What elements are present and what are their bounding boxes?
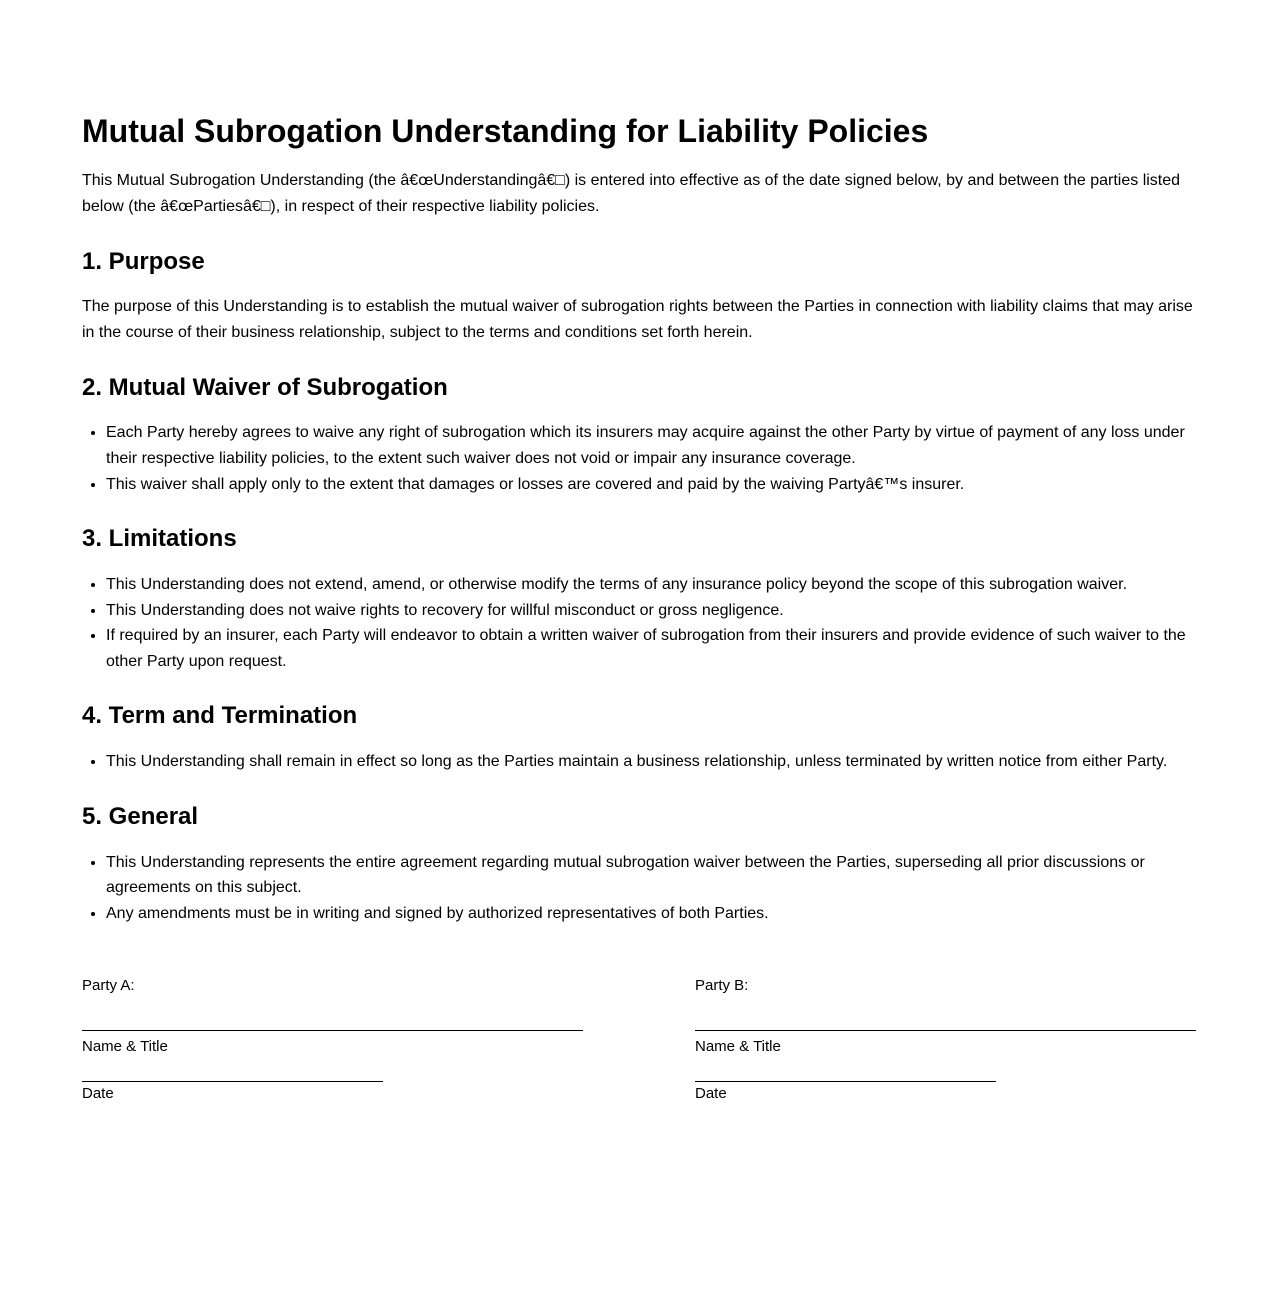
name-title-signature-line xyxy=(695,1030,1196,1031)
signature-block-party-a xyxy=(82,976,583,1104)
section-purpose xyxy=(82,248,1196,346)
party-label: Party B: xyxy=(695,977,749,995)
date-label: Date xyxy=(695,1085,727,1103)
bullet-list xyxy=(82,749,1196,775)
list-item: • Each Party hereby agrees to waive any right of subrogation which its insurers may acquire against the other Party by virtue of payment of any loss under their respective liability policies, to the extent such waiver does not void or impair any insurance coverage. xyxy=(106,420,1196,471)
list-item: • Any amendments must be in writing and signed by authorized representatives of both Parties. xyxy=(106,901,1196,927)
bullet-list xyxy=(82,572,1196,674)
section-limitations xyxy=(82,525,1196,674)
list-item: • This Understanding represents the entire agreement regarding mutual subrogation waiver between the Parties, superseding all prior discussions or agreements on this subject. xyxy=(106,850,1196,901)
signature-area xyxy=(82,976,1196,1104)
list-item: • This Understanding does not waive rights to recovery for willful misconduct or gross negligence. xyxy=(106,598,1196,624)
list-item: • This Understanding shall remain in effect so long as the Parties maintain a business relationship, unless terminated by written notice from either Party. xyxy=(106,749,1196,775)
section-heading: 5. General xyxy=(82,802,199,830)
bullet-list xyxy=(82,850,1196,927)
section-general xyxy=(82,803,1196,927)
party-label: Party A: xyxy=(82,977,135,995)
list-item: • This waiver shall apply only to the extent that damages or losses are covered and paid by the waiving Partyâ€™s insurer. xyxy=(106,472,1196,498)
signature-block-party-b xyxy=(695,976,1196,1104)
date-signature-line xyxy=(695,1081,996,1082)
list-item: • If required by an insurer, each Party will endeavor to obtain a written waiver of subrogation from their insurers and provide evidence of such waiver to the other Party upon request. xyxy=(106,623,1196,674)
section-paragraph: The purpose of this Understanding is to establish the mutual waiver of subrogation rights between the Parties in connection with liability claims that may arise in the course of their business relationship, subject to the terms and conditions set forth herein. xyxy=(82,298,1193,341)
date-label: Date xyxy=(82,1085,114,1103)
section-term-termination xyxy=(82,702,1196,774)
name-title-label: Name & Title xyxy=(82,1037,168,1055)
section-heading: 2. Mutual Waiver of Subrogation xyxy=(82,373,448,401)
bullet-list xyxy=(82,420,1196,497)
list-item: • This Understanding does not extend, amend, or otherwise modify the terms of any insurance policy beyond the scope of this subrogation waiver. xyxy=(106,572,1196,598)
name-title-label: Name & Title xyxy=(695,1037,781,1055)
document-title: Mutual Subrogation Understanding for Liability Policies xyxy=(82,113,929,149)
section-mutual-waiver xyxy=(82,374,1196,498)
section-heading: 3. Limitations xyxy=(82,525,237,553)
date-signature-line xyxy=(82,1081,383,1082)
name-title-signature-line xyxy=(82,1030,583,1031)
section-heading: 4. Term and Termination xyxy=(82,702,358,730)
intro-paragraph: This Mutual Subrogation Understanding (the â€œUnderstandingâ€□) is entered into effective as of the date signed below, by and between the parties listed below (the â€œPartiesâ€□), in respect of their respective liability policies. xyxy=(82,172,1181,215)
section-heading: 1. Purpose xyxy=(82,247,205,275)
